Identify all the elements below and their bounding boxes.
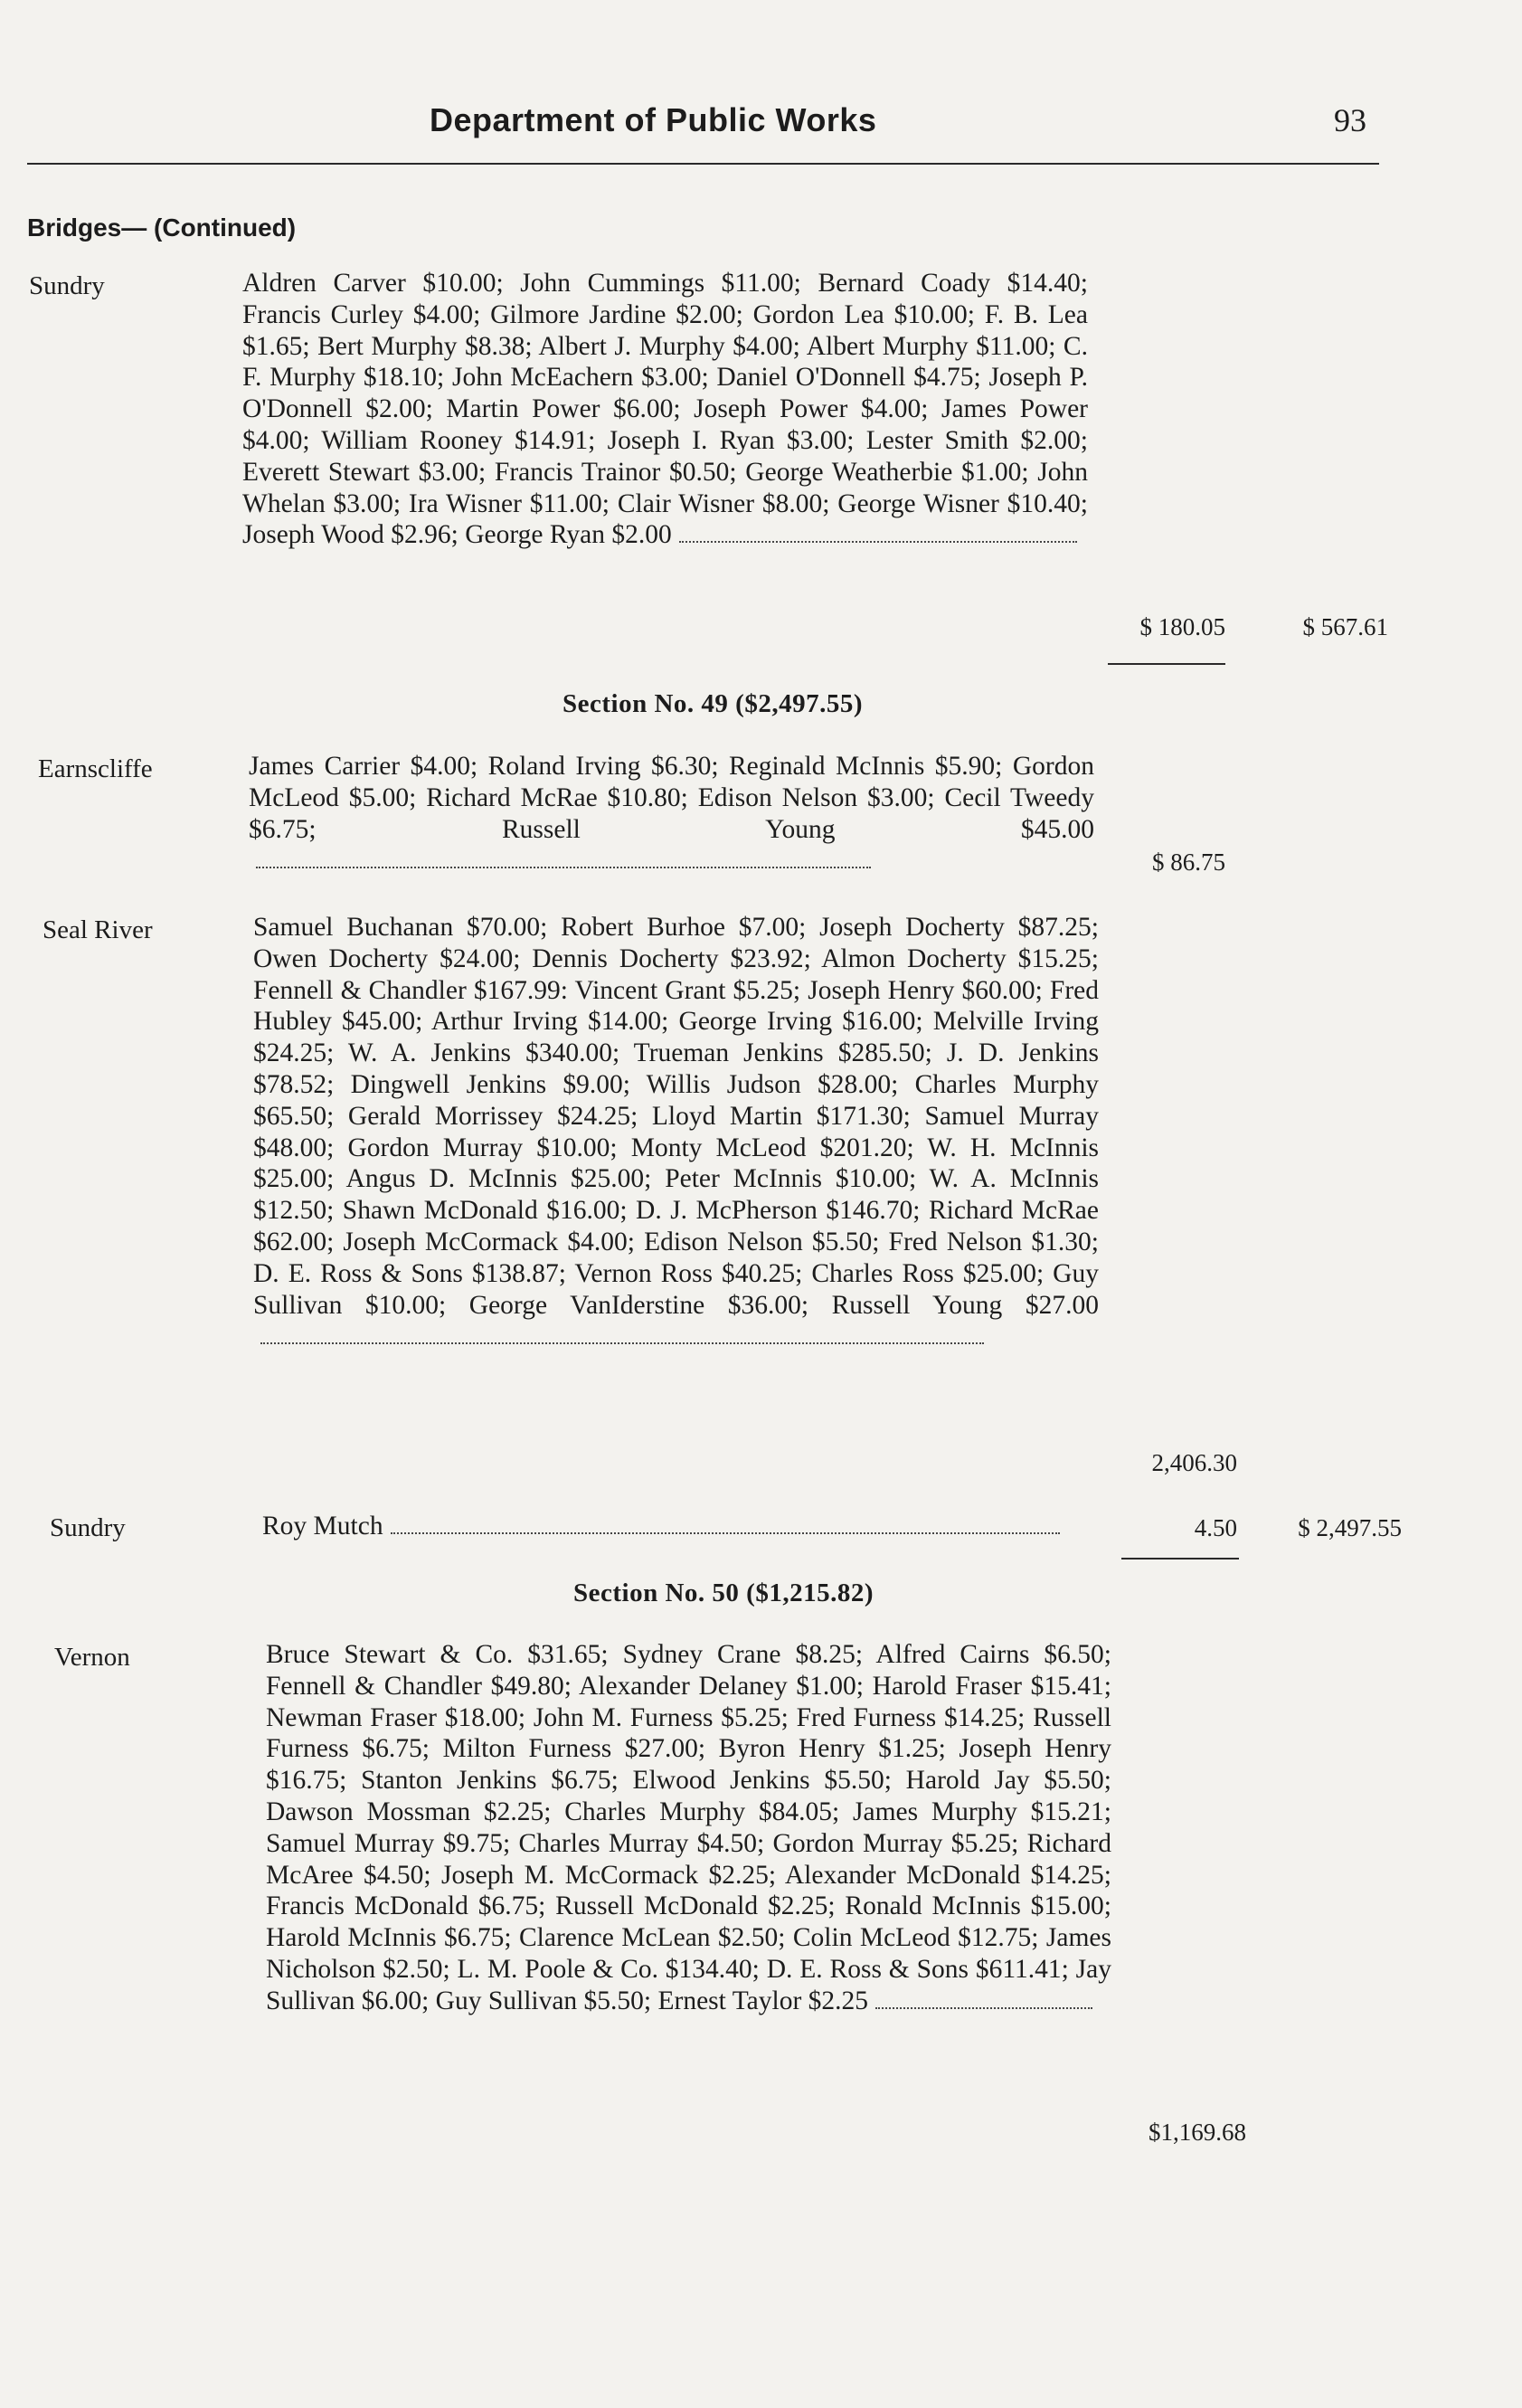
- entry-place-sundry: Sundry: [50, 1513, 126, 1542]
- entry-text-sundry-49-content: Roy Mutch: [262, 1512, 383, 1541]
- dot-leader: [875, 2007, 1092, 2009]
- dot-leader: [391, 1532, 1060, 1534]
- header-rule: [27, 163, 1379, 165]
- section-heading-50: Section No. 50 ($1,215.82): [573, 1578, 874, 1607]
- entry-amount-earnscliffe: $ 86.75: [1152, 848, 1225, 876]
- entry-text-earnscliffe: [249, 751, 1094, 877]
- page-title: Department of Public Works: [430, 101, 877, 138]
- entry-amount-seal-river: 2,406.30: [1151, 1449, 1237, 1476]
- entry-text-seal-river: [253, 912, 1099, 1352]
- entry-text-sundry: [242, 268, 1088, 551]
- entry-text-vernon-content: Bruce Stewart & Co. $31.65; Sydney Crane $8.25; Alfred Cairns $6.50; Fennell & Chandler $49.80; Alexander Delaney $1.00; Harold Fraser $15.41; Newman Fraser $18.00; John M. Furness $5.25; Fred Furness $14.25; Russell Furness $6.75; Milton Furness $27.00; Byron Henry $1.25; Joseph Henry $16.75; Stanton Jenkins $6.75; Elwood Jenkins $5.50; Harold Jay $5.50; Dawson Mossman $2.25; Charles Murphy $84.05; James Murphy $15.21; Samuel Murray $9.75; Charles Murray $4.50; Gordon Murray $5.25; Richard McAree $4.50; Joseph M. McCormack $2.25; Alexander McDonald $14.25; Francis McDonald $6.75; Russell McDonald $2.25; Ronald McInnis $15.00; Harold McInnis $6.75; Clarence McLean $2.50; Colin McLeod $12.75; James Nicholson $2.50; L. M. Poole & Co. $134.40; D. E. Ross & Sons $611.41; Jay Sullivan $6.00; Guy Sullivan $5.50; Ernest Taylor $2.25: [266, 1640, 1111, 2015]
- entry-text-sundry-content: Aldren Carver $10.00; John Cummings $11.00; Bernard Coady $14.40; Francis Curley $4.00; Gilmore Jardine $2.00; Gordon Lea $10.00; F. B. Lea $1.65; Bert Murphy $8.38; Albert J. Murphy $4.00; Albert Murphy $11.00; C. F. Murphy $18.10; John McEachern $3.00; Daniel O'Donnell $4.75; Joseph P. O'Donnell $2.00; Martin Power $6.00; Joseph Power $4.00; James Power $4.00; William Rooney $14.91; Joseph I. Ryan $3.00; Lester Smith $2.00; Everett Stewart $3.00; Francis Trainor $0.50; George Weatherbie $1.00; John Whelan $3.00; Ira Wisner $11.00; Clair Wisner $8.00; George Wisner $10.40; Joseph Wood $2.96; George Ryan $2.00: [242, 269, 1088, 550]
- entry-place-seal-river: Seal River: [43, 915, 153, 944]
- dot-leader: [260, 1342, 984, 1344]
- page-number: 93: [1334, 102, 1366, 138]
- running-total-bridges: $ 567.61: [1302, 613, 1388, 640]
- entry-amount-vernon: $1,169.68: [1149, 2119, 1246, 2146]
- running-total-section-49: $ 2,497.55: [1298, 1514, 1402, 1541]
- entry-place-sundry: Sundry: [29, 271, 105, 300]
- dot-leader: [256, 867, 871, 868]
- entry-amount-sundry: $ 180.05: [1139, 613, 1225, 640]
- entry-place-earnscliffe: Earnscliffe: [38, 754, 153, 783]
- dot-leader: [679, 541, 1077, 543]
- section-label-bridges: Bridges— (Continued): [27, 213, 297, 242]
- entry-text-earnscliffe-content: James Carrier $4.00; Roland Irving $6.30; Reginald McInnis $5.90; Gordon McLeod $5.00; Richard McRae $10.80; Edison Nelson $3.00; Cecil Tweedy $6.75; Russell Young $45.00: [249, 752, 1094, 844]
- sum-rule: [1108, 663, 1225, 665]
- entry-place-vernon: Vernon: [54, 1643, 130, 1672]
- section-heading-49: Section No. 49 ($2,497.55): [562, 689, 863, 718]
- entry-text-vernon: [266, 1639, 1111, 2017]
- entry-text-sundry-49: [262, 1511, 1108, 1542]
- sum-rule: [1121, 1558, 1239, 1560]
- entry-text-seal-river-content: Samuel Buchanan $70.00; Robert Burhoe $7.00; Joseph Docherty $87.25; Owen Docherty $24.00; Dennis Docherty $23.92; Almon Docherty $15.25; Fennell & Chandler $167.99: Vincent Grant $5.25; Joseph Henry $60.00; Fred Hubley $45.00; Arthur Irving $14.00; George Irving $16.00; Melville Irving $24.25; W. A. Jenkins $340.00; Trueman Jenkins $285.50; J. D. Jenkins $78.52; Dingwell Jenkins $9.00; Willis Judson $28.00; Charles Murphy $65.50; Gerald Morrissey $24.25; Lloyd Martin $171.30; Samuel Murray $48.00; Gordon Murray $10.00; Monty McLeod $201.20; W. H. McInnis $25.00; Angus D. McInnis $25.00; Peter McInnis $10.00; W. A. McInnis $12.50; Shawn McDonald $16.00; D. J. McPherson $146.70; Richard McRae $62.00; Joseph McCormack $4.00; Edison Nelson $5.50; Fred Nelson $1.30; D. E. Ross & Sons $138.87; Vernon Ross $40.25; Charles Ross $25.00; Guy Sullivan $10.00; George VanIderstine $36.00; Russell Young $27.00: [253, 913, 1099, 1320]
- entry-amount-sundry-49: 4.50: [1194, 1514, 1237, 1541]
